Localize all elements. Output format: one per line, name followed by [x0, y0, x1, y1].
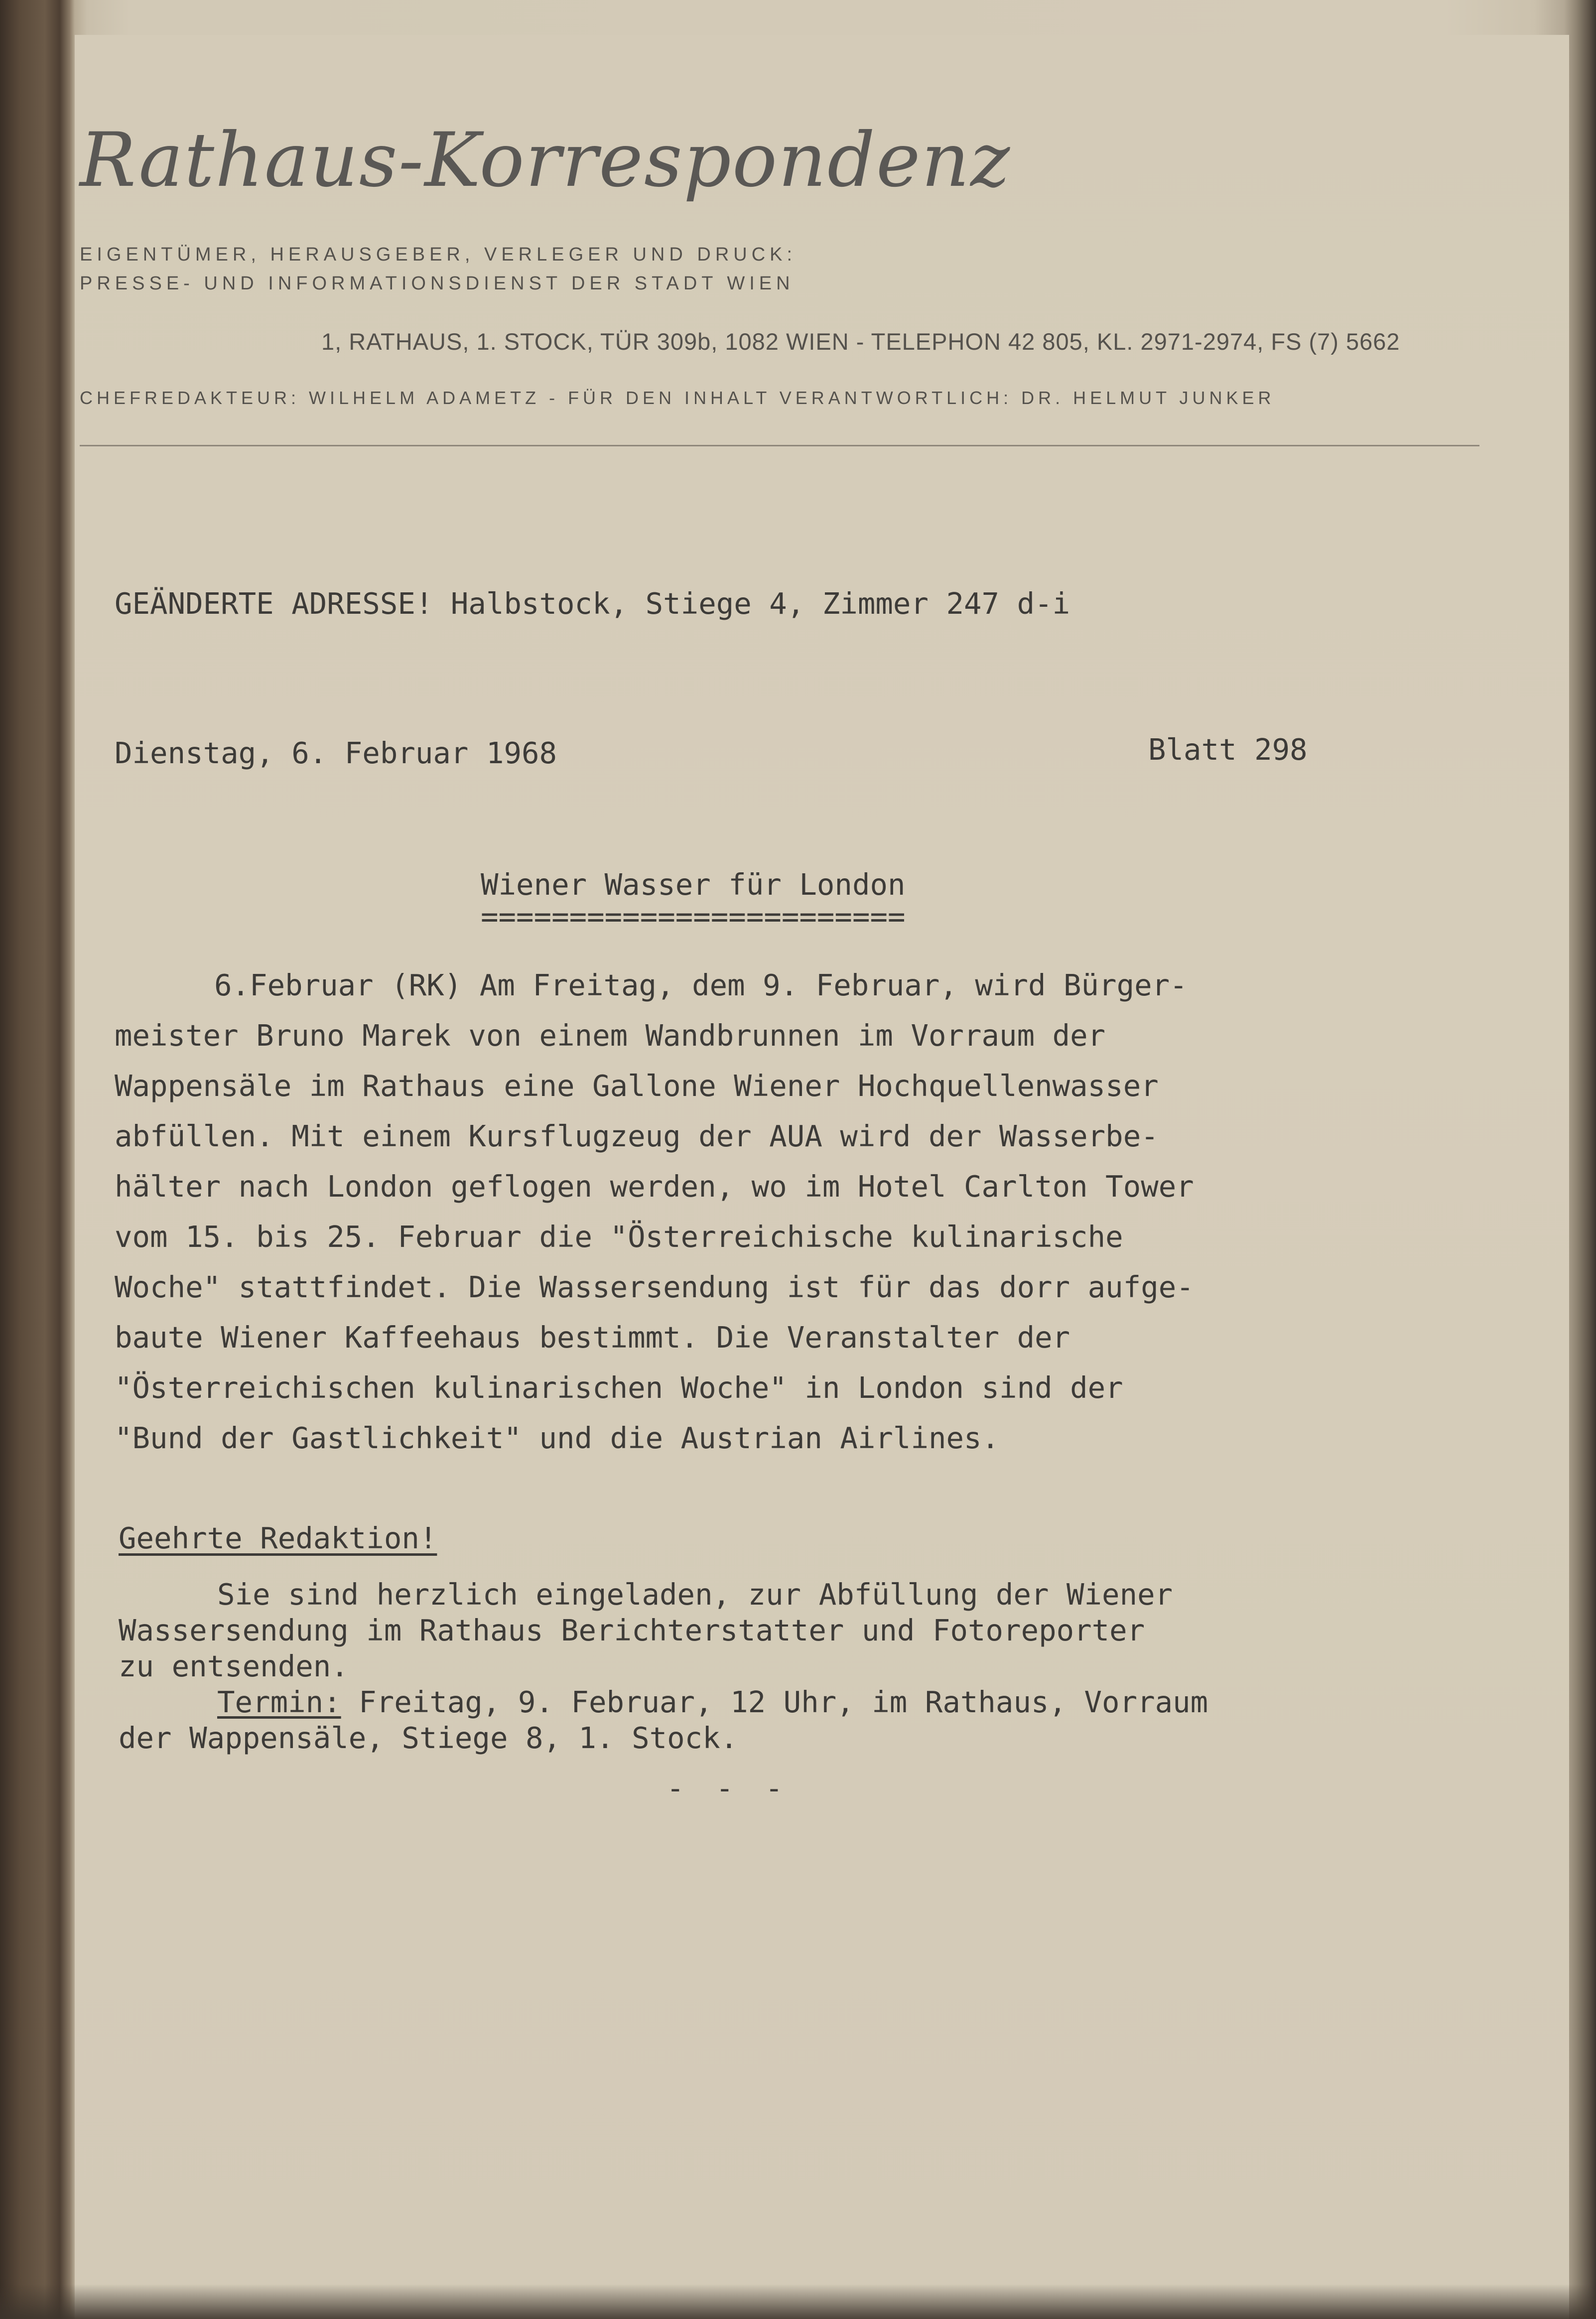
- article-body: [115, 960, 1410, 1463]
- sheet-number: Blatt 298: [1148, 732, 1308, 767]
- article-line: 6.Februar (RK) Am Freitag, dem 9. Februar, wird Bürger-: [214, 968, 1188, 1002]
- masthead-owner-line: EIGENTÜMER, HERAUSGEBER, VERLEGER UND DRUCK:: [80, 244, 797, 265]
- termin-line-2: der Wappensäle, Stiege 8, 1. Stock.: [119, 1721, 738, 1755]
- article-line: "Bund der Gastlichkeit" und die Austrian Airlines.: [115, 1421, 1000, 1455]
- termin-line: [119, 1684, 1414, 1720]
- scan-bottom-edge: [0, 2284, 1596, 2319]
- article-line: Wappensäle im Rathaus eine Gallone Wiener Hochquellenwasser: [115, 1069, 1159, 1103]
- masthead-address-line: 1, RATHAUS, 1. STOCK, TÜR 309b, 1082 WIEN - TELEPHON 42 805, KL. 2971-2974, FS (7) 5662: [321, 328, 1400, 355]
- masthead-title: Rathaus-Korrespondenz: [80, 117, 1011, 204]
- article-line: hälter nach London geflogen werden, wo im Hotel Carlton Tower: [115, 1169, 1194, 1204]
- greeting-heading: Geehrte Redaktion!: [119, 1521, 437, 1555]
- termin-text: Freitag, 9. Februar, 12 Uhr, im Rathaus, Vorraum: [341, 1685, 1208, 1719]
- termin-label: Termin:: [217, 1685, 341, 1719]
- article-title-underline: ========================: [481, 899, 906, 934]
- article-line: Woche" stattfindet. Die Wassersendung ist für das dorr aufge-: [115, 1270, 1194, 1304]
- masthead-divider: [80, 445, 1479, 446]
- masthead-service-line: PRESSE- UND INFORMATIONSDIENST DER STADT WIEN: [80, 273, 795, 294]
- article-line: "Österreichischen kulinarischen Woche" in London sind der: [115, 1370, 1123, 1405]
- address-change-notice: GEÄNDERTE ADRESSE! Halbstock, Stiege 4, Zimmer 247 d-i: [115, 586, 1070, 621]
- article-line: baute Wiener Kaffeehaus bestimmt. Die Veranstalter der: [115, 1320, 1070, 1355]
- article-title: Wiener Wasser für London: [481, 867, 906, 902]
- invitation-line: zu entsenden.: [119, 1649, 349, 1683]
- invitation-line: Sie sind herzlich eingeladen, zur Abfüllung der Wiener: [217, 1577, 1173, 1612]
- masthead-editors-line: CHEFREDAKTEUR: WILHELM ADAMETZ - FÜR DEN INHALT VERANTWORTLICH: DR. HELMUT JUNKER: [80, 388, 1275, 408]
- issue-date: Dienstag, 6. Februar 1968: [115, 736, 557, 770]
- invitation-body: [119, 1577, 1414, 1756]
- article-line: abfüllen. Mit einem Kursflugzeug der AUA wird der Wasserbe-: [115, 1119, 1159, 1153]
- article-line: vom 15. bis 25. Februar die "Österreichische kulinarische: [115, 1220, 1123, 1254]
- article-line: meister Bruno Marek von einem Wandbrunnen im Vorraum der: [115, 1018, 1106, 1053]
- end-mark: - - -: [666, 1771, 790, 1805]
- invitation-line: Wassersendung im Rathaus Berichterstatter und Fotoreporter: [119, 1613, 1145, 1647]
